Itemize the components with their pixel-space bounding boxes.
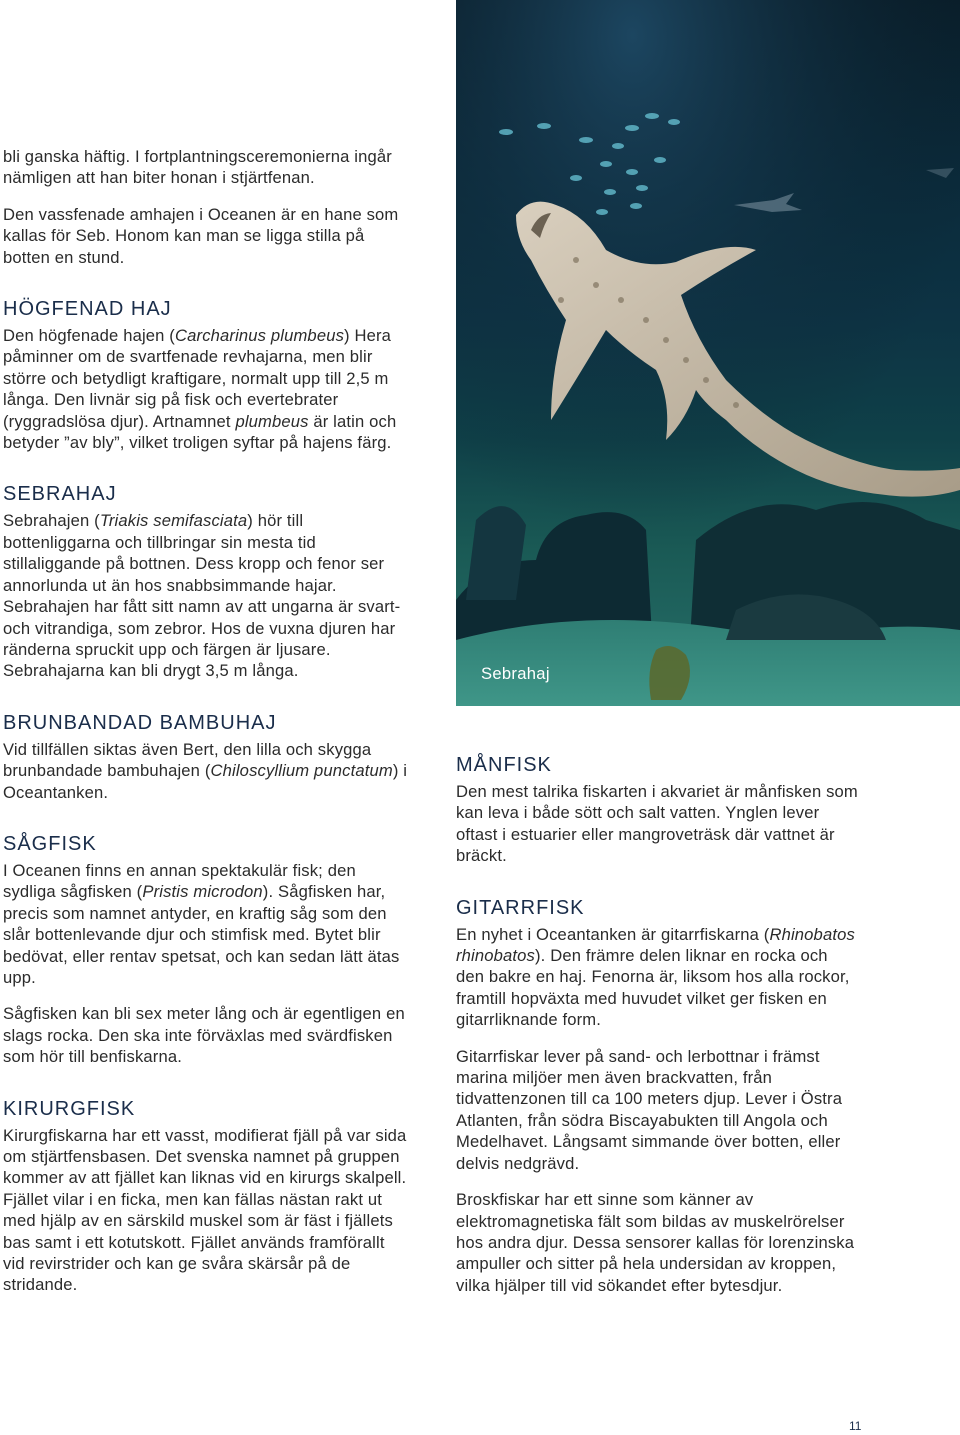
section-gitarrfisk (456, 896, 860, 1297)
photo-caption: Sebrahaj (481, 664, 550, 683)
section-bambuhaj (3, 711, 408, 803)
section-sagfisk (3, 832, 408, 1068)
underwater-scene-illustration (456, 0, 960, 706)
latin-name: Rhinobatos rhinobatos (456, 924, 855, 966)
paragraph-sebrahaj: Sebrahajen (Triakis semifasciata) hör till bottenliggarna och tillbringar sin mesta tid stillaliggande på bottnen. Dess kropp och fenor ser annorlunda ut än hos snabbsimmande hajar. Sebrahajen har fått sitt namn av att ungarna är svart- och vitrandiga, som zebror. Hos de vuxna djuren har ränderna spruckit upp och färgen är ljusare. Sebrahajarna kan bli drygt 3,5 m långa. (3, 511, 401, 681)
page-number: 11 (849, 1419, 862, 1433)
section-hogfenad-haj (3, 297, 408, 453)
heading-kirurgfisk: KIRURGFISK (3, 1097, 136, 1120)
latin-name: Chiloscyllium punctatum (210, 761, 393, 781)
paragraph-gitarrfisk-2: Gitarrfiskar lever på sand- och lerbottnar i främst marina miljöer men även brackvatten, från tidvattenzonen till ca 100 meters djup. Lever i Östra Atlanten, från södra Biscayabukten till Angola och Medelhavet. Långsamt simmande över botten, eller delvis nedgrävd. (456, 1046, 843, 1173)
paragraph-sagfisk-2: Sågfisken kan bli sex meter lång och är egentligen en slags rocka. Den ska inte förväxlas med svärdfisken som hör till benfiskarna. (3, 1004, 405, 1067)
paragraph-kirurgfisk: Kirurgfiskarna har ett vasst, modifierat fjäll på var sida om stjärtfensbasen. Det svenska namnet på gruppen kommer av att fjället kan liknas vid en kirurgs skalpell. Fjället vilar i en ficka, men kan fällas nästan rakt ut med hjälp av en särskild muskel som är fäst i fjällets bas samt i ett kotutskott. Fjället används framförallt vid revirstrider och kan ge svåra skärsår på de stridande. (3, 1125, 407, 1295)
right-column (456, 753, 860, 1311)
paragraph-gitarrfisk-1: En nyhet i Oceantanken är gitarrfiskarna (Rhinobatos rhinobatos). Den främre delen liknar en rocka och den bakre en haj. Fenorna är, liksom hos alla rockor, framtill hopväxta med huvudet vilket ger fisken en gitarrliknande form. (456, 924, 855, 1030)
latin-name: Pristis microdon (142, 882, 263, 902)
section-sebrahaj (3, 482, 408, 681)
section-manfisk (456, 753, 860, 867)
intro-paragraph-2: Den vassfenade amhajen i Oceanen är en hane som kallas för Seb. Honom kan man se ligga stilla på botten en stund. (3, 204, 399, 267)
left-column (3, 146, 408, 1311)
latin-name: Triakis semifasciata (99, 511, 248, 531)
paragraph-sagfisk-1: I Oceanen finns en annan spektakulär fisk; den sydliga sågfisken (Pristis microdon). Sågfisken har, precis som namnet antyder, en kraftig såg som den slår bottenlevande djur och stimfisk med. Bytet blir bedövat, eller rentav spetsat, och kan sedan lätt ätas upp. (3, 860, 400, 987)
latin-name: Carcharinus plumbeus (175, 326, 345, 346)
heading-gitarrfisk: GITARRFISK (456, 896, 585, 919)
heading-sebrahaj: SEBRAHAJ (3, 483, 117, 506)
intro-section (3, 146, 408, 268)
zebra-shark-photo (456, 0, 960, 706)
paragraph-gitarrfisk-3: Broskfiskar har ett sinne som känner av elektromagnetiska fält som bildas av muskelrörelser hos andra djur. Dessa sensorer kallas för lorenzinska ampuller och sitter på hela undersidan av kroppen, vilka hjälper till vid sökandet efter bytesdjur. (456, 1190, 855, 1295)
heading-hogfenad-haj: HÖGFENAD HAJ (3, 298, 172, 321)
paragraph-bambuhaj: Vid tillfällen siktas även Bert, den lilla och skygga brunbandade bambuhajen (Chiloscyllium punctatum) i Oceantanken. (3, 739, 408, 802)
heading-sagfisk: SÅGFISK (3, 832, 97, 855)
latin-name: plumbeus (235, 411, 309, 431)
intro-paragraph-1: bli ganska häftig. I fortplantningsceremonierna ingår nämligen att han biter honan i stjärtfenan. (3, 147, 392, 188)
paragraph-manfisk: Den mest talrika fiskarten i akvariet är månfisken som kan leva i både sött och salt vatten. Ynglen lever oftast i estuarier eller mangroveträsk där vattnet är bräckt. (456, 782, 858, 866)
paragraph-hogfenad-haj: Den högfenade hajen (Carcharinus plumbeus) Hera påminner om de svartfenade revhajarna, men blir större och betydligt kraftigare, normalt upp till 2,5 m långa. Den livnär sig på fisk och evertebrater (ryggradslösa djur). Artnamnet plumbeus är latin och betyder ”av bly”, vilket troligen syftar på hajens färg. (3, 326, 397, 453)
heading-manfisk: MÅNFISK (456, 754, 552, 776)
section-kirurgfisk (3, 1097, 408, 1296)
heading-bambuhaj: BRUNBANDAD BAMBUHAJ (3, 711, 277, 734)
